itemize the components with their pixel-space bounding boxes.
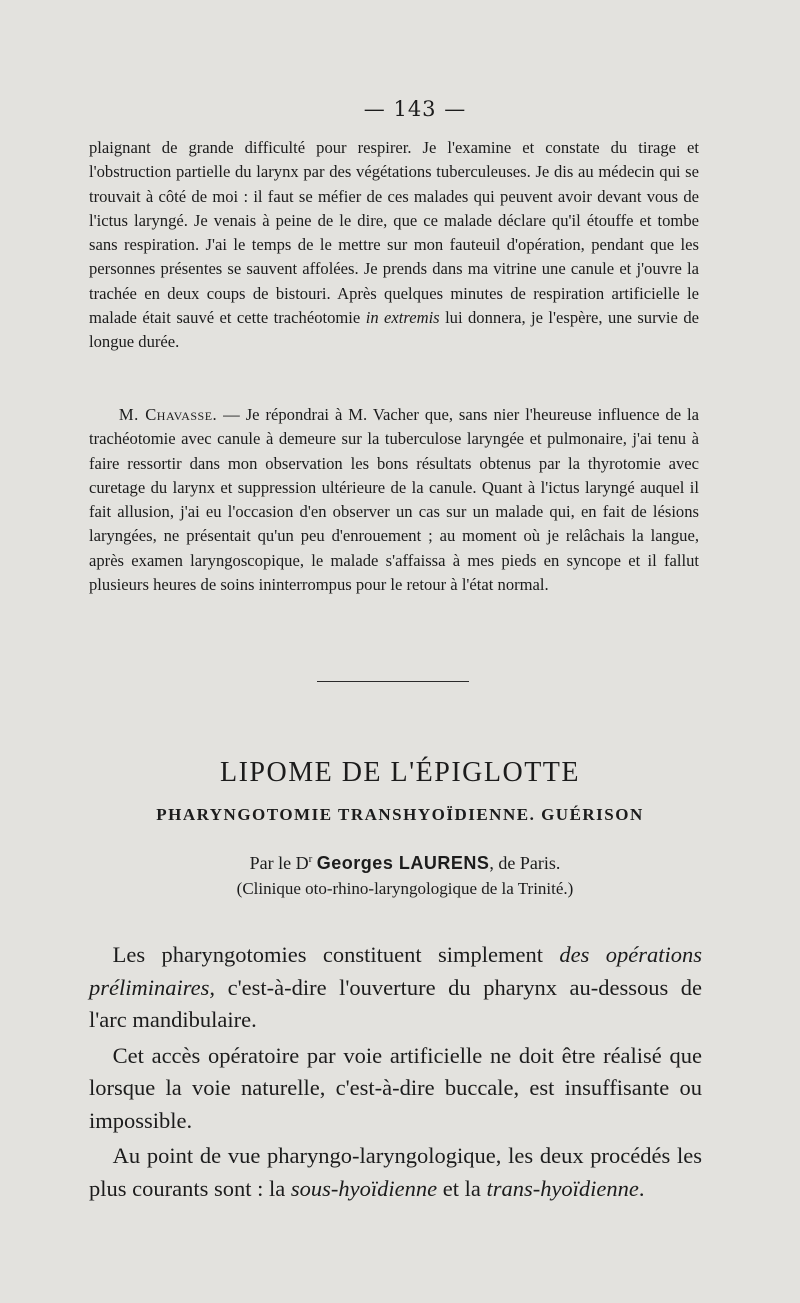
italic-phrase: sous-hyoïdienne bbox=[290, 1175, 438, 1201]
article-body bbox=[89, 939, 702, 1205]
body-text: Au point de vue pharyngo-laryngologique, les deux procédés les plus courants sont : la bbox=[89, 1143, 702, 1201]
body-paragraph bbox=[89, 939, 702, 1037]
body-text: et la bbox=[437, 1175, 487, 1201]
body-text: Les pharyngotomies constituent simplement bbox=[112, 942, 560, 967]
discussion-text: plaignant de grande difficulté pour respirer. Je l'examine et constate du tirage et l'obstruction partielle du larynx par des végétations tuberculeuses. Je dis au médecin qui se trouvait à côté de moi : il faut se méfier de ces malades qui peuvent avoir devant vous de l'ictus laryngé. Je venais à peine de le dire, que ce malade déclare qu'il étouffe et tombe sans respiration. J'ai le temps de le mettre sur mon fauteuil d'opération, pendant que les personnes présentes se sauvent affolées. Je prends dans ma vitrine une canule et j'ouvre la trachée en deux coups de bistouri. Après quelques minutes de respiration artificielle le malade était sauvé et cette trachéotomie bbox=[89, 138, 699, 328]
italic-phrase: trans-hyoïdienne bbox=[486, 1175, 639, 1201]
italic-phrase: des opérations préliminaires, bbox=[89, 942, 702, 1000]
body-paragraph bbox=[89, 1140, 702, 1205]
body-text: . bbox=[638, 1175, 645, 1201]
discussion-paragraph-1 bbox=[89, 136, 699, 355]
section-divider bbox=[317, 681, 469, 682]
body-text: Cet accès opératoire par voie artificielle ne doit être réalisé que lorsque la voie naturelle, c'est-à-dire buccale, est insuffisante ou impossible. bbox=[89, 1042, 702, 1133]
body-paragraph bbox=[89, 1040, 702, 1138]
italic-phrase: in extremis bbox=[365, 308, 440, 328]
discussion-text: — Je répondrai à M. Vacher que, sans nier l'heureuse influence de la trachéotomie avec canule à demeure sur la tuberculose laryngée et pulmonaire, j'ai tenu à faire ressortir dans mon observation les bons résultats obtenus par la thyrotomie avec curetage du larynx et suppression ultérieure de la canule. Quant à l'ictus laryngé auquel il fait allusion, j'ai eu l'occasion d'en observer un cas sur un malade qui, en fait de lésions laryngées, ne présentait qu'un peu d'enrouement ; au moment où je relâchais la langue, après examen laryngoscopique, le malade s'affaissa à mes pieds en syncope et il fallut plusieurs heures de soins ininterrompus pour le retour à l'état normal. bbox=[89, 405, 699, 595]
page-number: — 143 — bbox=[363, 97, 467, 121]
discussion-paragraph-2 bbox=[89, 403, 699, 597]
discussion-text: lui donnera, je l'espère, une survie de longue durée. bbox=[89, 308, 699, 352]
article-title: LIPOME DE L'ÉPIGLOTTE bbox=[219, 757, 581, 788]
affiliation: (Clinique oto-rhino-laryngologique de la Trinité.) bbox=[236, 879, 574, 898]
byline-superscript: r bbox=[308, 853, 313, 865]
byline-suffix: , de Paris. bbox=[489, 853, 561, 873]
byline bbox=[0, 853, 800, 874]
byline-prefix: Par le D bbox=[249, 853, 309, 873]
body-text: c'est-à-dire l'ouverture du pharynx au-dessous de l'arc mandibulaire. bbox=[89, 974, 702, 1032]
speaker-name: M. Chavasse. bbox=[118, 405, 218, 424]
article-subtitle: PHARYNGOTOMIE TRANSHYOÏDIENNE. GUÉRISON bbox=[156, 805, 644, 824]
author-name: Georges LAURENS bbox=[316, 853, 490, 873]
